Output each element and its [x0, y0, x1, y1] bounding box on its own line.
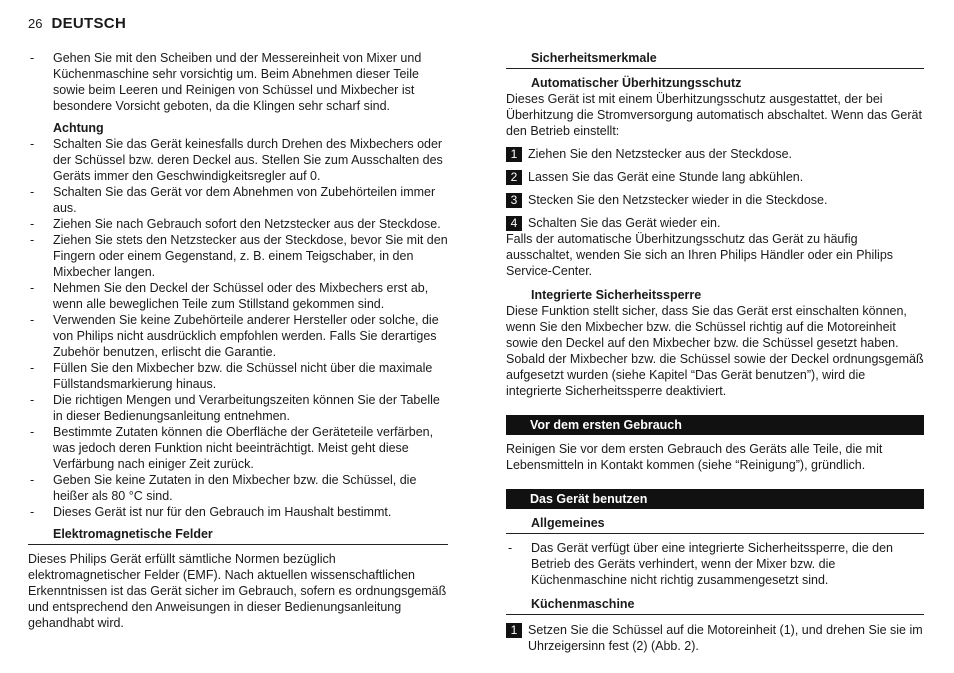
lock-paragraph: Diese Funktion stellt sicher, dass Sie das Gerät erst einschalten können, wenn Sie den Mixbecher bzw. die Schüssel richtig auf die Motoreinheit sowie den Deckel auf den Mixbecher bzw. die Schüssel gesetzt haben. Sobald der Mixbecher bzw. die Schüssel sowie der Deckel ordnungsgemäß aufgesetzt wurden (siehe Kapitel “Das Gerät benutzen”), wird die integrierte Sicherheitssperre deaktiviert.: [506, 304, 924, 398]
step-item: [506, 146, 924, 162]
step-text: Schalten Sie das Gerät wieder ein.: [528, 216, 721, 230]
list-item: - Verwenden Sie keine Zubehörteile anderer Hersteller oder solche, die von Philips nicht ausdrücklich empfohlen werden. Falls Sie derartiges Zubehör benutzen, erlischt die Garantie.: [28, 312, 448, 360]
first-use-paragraph: Reinigen Sie vor dem ersten Gebrauch des Geräts alle Teile, die mit Lebensmitteln in Kontakt kommen (siehe “Reinigung”), gründlich.: [506, 442, 883, 472]
step-number: 3: [506, 193, 522, 208]
step-number: 1: [506, 623, 522, 638]
overheat-intro: Dieses Gerät ist mit einem Überhitzungsschutz ausgestattet, der bei Überhitzung die Stromversorgung automatisch abschaltet. Wenn das Gerät den Betrieb einstellt:: [506, 92, 922, 138]
list-item: - Schalten Sie das Gerät keinesfalls durch Drehen des Mixbechers oder der Schüssel bzw. deren Deckel aus. Stellen Sie zum Ausschalten des Geräts immer den Geschwindigkeitsregler auf 0.: [28, 136, 448, 184]
step-text: Lassen Sie das Gerät eine Stunde lang abkühlen.: [528, 170, 804, 184]
overheat-outro: Falls der automatische Überhitzungsschutz das Gerät zu häufig ausschaltet, wenden Sie sich an Ihren Philips Händler oder ein Philips Service-Center.: [506, 232, 894, 278]
list-item: - Nehmen Sie den Deckel der Schüssel oder des Mixbechers erst ab, wenn alle beweglichen Teile zum Stillstand gekommen sind.: [28, 280, 448, 312]
step-item: [506, 169, 924, 185]
caution-bullet-list: [28, 136, 448, 520]
step-number: 2: [506, 170, 522, 185]
intro-bullet-list: [28, 50, 448, 114]
list-item: - Geben Sie keine Zutaten in den Mixbecher bzw. die Schüssel, die heißer als 80 °C sind.: [28, 472, 448, 504]
list-item: - Ziehen Sie stets den Netzstecker aus der Steckdose, bevor Sie mit den Fingern oder einem Gegenstand, z. B. einem Teigschaber, in den Mixbecher langen.: [28, 232, 448, 280]
list-item: - Ziehen Sie nach Gebrauch sofort den Netzstecker aus der Steckdose.: [28, 216, 448, 232]
step-text: Stecken Sie den Netzstecker wieder in die Steckdose.: [528, 193, 828, 207]
left-column: [28, 50, 448, 631]
emf-heading: Elektromagnetische Felder: [28, 526, 448, 545]
step-item: [506, 622, 924, 654]
step-item: [506, 215, 924, 231]
list-item: - Schalten Sie das Gerät vor dem Abnehmen von Zubehörteilen immer aus.: [28, 184, 448, 216]
language-heading: DEUTSCH: [51, 15, 127, 32]
step-number: 4: [506, 216, 522, 231]
page-number: 26: [28, 16, 43, 31]
kitchen-heading: Küchenmaschine: [506, 596, 924, 615]
step-number: 1: [506, 147, 522, 162]
general-bullet-list: [506, 540, 924, 588]
step-text: Setzen Sie die Schüssel auf die Motoreinheit (1), und drehen Sie sie im Uhrzeigersinn fest (2) (Abb. 2).: [528, 623, 923, 653]
use-section-bar: Das Gerät benutzen: [506, 489, 924, 509]
step-text: Ziehen Sie den Netzstecker aus der Steckdose.: [528, 147, 793, 161]
overheat-heading: Automatischer Überhitzungsschutz: [531, 76, 742, 90]
emf-paragraph: Dieses Philips Gerät erfüllt sämtliche Normen bezüglich elektromagnetischer Felder (EMF). Nach aktuellen wissenschaftlichen Erkenntnissen ist das Gerät sicher im Gebrauch, sofern es ordnungsgemäß und entsprechend den Anweisungen in dieser Bedienungsanleitung gehandhabt wird.: [28, 552, 447, 630]
list-item: - Die richtigen Mengen und Verarbeitungszeiten können Sie der Tabelle in dieser Bedienungsanleitung entnehmen.: [28, 392, 448, 424]
safety-heading: Sicherheitsmerkmale: [506, 50, 924, 69]
page-header: [28, 15, 126, 32]
lock-heading: Integrierte Sicherheitssperre: [531, 288, 702, 302]
first-use-section-bar: Vor dem ersten Gebrauch: [506, 415, 924, 435]
list-item: - Gehen Sie mit den Scheiben und der Messereinheit von Mixer und Küchenmaschine sehr vorsichtig um. Beim Abnehmen dieser Teile sowie beim Leeren und Reinigen von Schüssel und Mixbecher ist besondere Vorsicht geboten, da die Klingen sehr scharf sind.: [28, 50, 448, 114]
list-item: - Das Gerät verfügt über eine integrierte Sicherheitssperre, die den Betrieb des Geräts verhindert, wenn der Mixer bzw. die Küchenmaschine nicht richtig zusammengesetzt sind.: [506, 540, 924, 588]
general-heading: Allgemeines: [506, 515, 924, 534]
list-item: - Dieses Gerät ist nur für den Gebrauch im Haushalt bestimmt.: [28, 504, 448, 520]
right-column: [506, 50, 924, 654]
list-item: - Füllen Sie den Mixbecher bzw. die Schüssel nicht über die maximale Füllstandsmarkierung hinaus.: [28, 360, 448, 392]
step-item: [506, 192, 924, 208]
list-item: - Bestimmte Zutaten können die Oberfläche der Geräteteile verfärben, was jedoch deren Funktion nicht beeinträchtigt. Meist geht diese Verfärbung nach einiger Zeit zurück.: [28, 424, 448, 472]
caution-heading: Achtung: [53, 121, 104, 135]
